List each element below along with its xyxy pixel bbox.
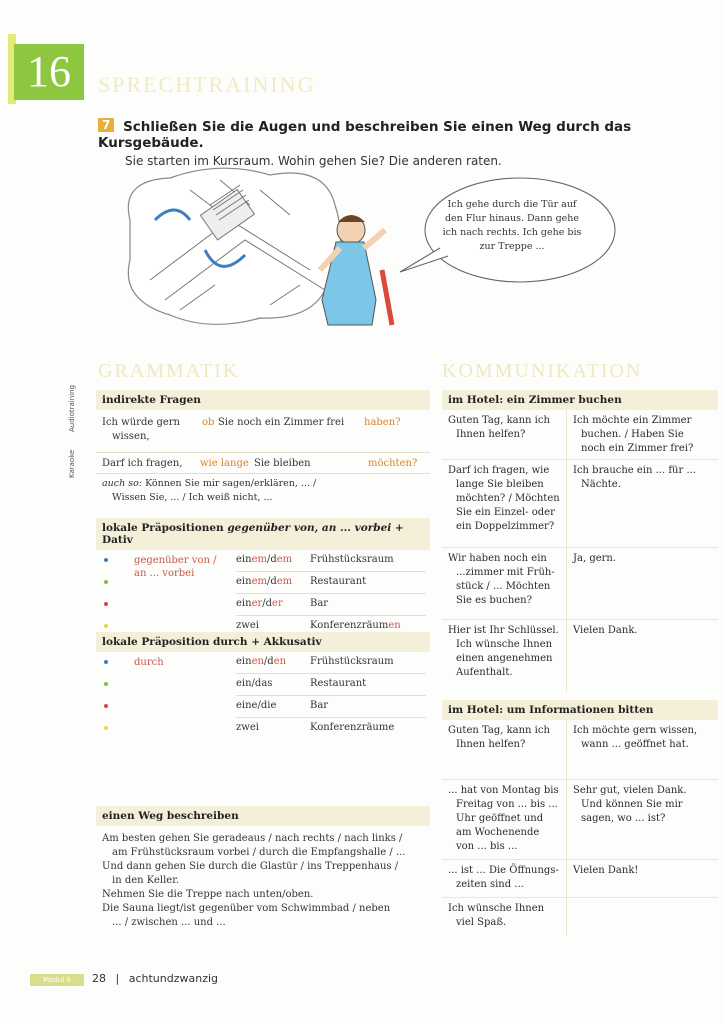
task-instruction: Schließen Sie die Augen und beschreiben Sie einen Weg durch das Kursgebäude. [98,119,632,151]
art: ein [236,576,252,587]
noun-end: en [388,620,401,631]
panel-title [96,518,430,550]
noun: Bar [310,598,329,609]
table-row [236,718,426,740]
art: /d [262,598,273,609]
dialog-question: ... hat von Montag bis Freitag von ... bis ... Uhr geöffnet und am Wochenende von ... bis ... [448,785,559,852]
dialog-answer: Ich möchte ein Zimmer buchen. / Haben Sie noch ein Zimmer frei? [566,410,712,459]
panel-informationen-bitten [442,700,718,936]
dialog-row [442,720,718,780]
panel-lokal-akkusativ [96,632,430,742]
text-line: Und dann gehen Sie durch die Glastür / ins Treppenhaus / [102,861,399,872]
table-row [236,696,426,718]
art-end: er [272,598,283,609]
dialog-row [442,620,718,692]
note-text: Können Sie mir sagen/erklären, ... / [145,478,317,489]
dialog-row [442,780,718,860]
article: zwei [236,620,259,631]
highlight: ob [202,417,215,428]
preposition-label [134,554,234,580]
art-end: er [251,598,263,609]
art-end: em [251,554,267,565]
page-footer [0,968,725,992]
page-word: achtundzwanzig [128,972,219,985]
text-line: Die Sauna liegt/ist gegenüber vom Schwimmbad / neben [102,903,391,914]
text: Sie bleiben [254,458,311,469]
article [236,575,310,593]
module-tab: Modul 6 [30,974,84,986]
side-audio-label [66,372,78,482]
page-number [92,972,218,985]
task-subinstruction: Sie starten im Kursraum. Wohin gehen Sie? Die anderen raten. [125,154,502,168]
noun-stem: Konferenzräum [310,620,389,631]
text-line: am Frühstücksraum vorbei / durch die Empfangshalle / ... [112,847,406,858]
noun: Frühstücksraum [310,656,394,667]
red-dot-icon [104,602,108,606]
panel-zimmer-buchen [442,390,718,692]
bubble-line: Ich gehe durch die Tür auf [447,199,577,210]
dialog-question: Hier ist Ihr Schlüssel. Ich wünsche Ihnen einen angenehmen Aufenthalt. [448,625,559,678]
text-line: Nehmen Sie die Treppe nach unten/oben. [102,889,314,900]
text-line: ... / zwischen ... und ... [112,917,226,928]
note-text: Wissen Sie, ... / Ich weiß nicht, ... [112,492,273,503]
dialog-row [442,860,718,898]
article: zwei [236,722,259,733]
art-end: en [251,656,264,667]
dialog-answer: Sehr gut, vielen Dank. Und können Sie mir sagen, wo ... ist? [566,780,712,859]
dialog-answer: Ja, gern. [566,548,712,619]
yellow-dot-icon [104,624,108,628]
noun: Restaurant [310,678,367,689]
dialog-answer: Ich möchte gern wissen, wann ... geöffnet hat. [566,720,712,779]
table-row [236,594,426,616]
blue-dot-icon [104,558,108,562]
title-part: lokale Präpositionen [102,522,224,534]
article: ein/das [236,678,273,689]
dialog-question: Ich wünsche Ihnen viel Spaß. [448,903,545,928]
highlight: möchten? [368,458,418,469]
section-title: SPRECHTRAINING [98,72,316,97]
text: wissen, [112,431,150,442]
grammatik-heading: GRAMMATIK [98,360,240,382]
text-line: in den Keller. [112,875,180,886]
article [236,655,310,673]
panel-indirekte-fragen [96,390,430,511]
noun: Konferenzräume [310,722,395,733]
table-row [236,550,426,572]
speech-bubble-text [432,198,592,254]
text: Sie noch ein Zimmer frei [218,417,345,428]
text-line: Am besten gehen Sie geradeaus / nach rechts / nach links / [102,833,403,844]
dialog-question: Guten Tag, kann ich Ihnen helfen? [448,725,550,750]
text: Darf ich fragen, [102,458,183,469]
bubble-line: zur Treppe ... [479,241,545,252]
dialog-answer: Ich brauche ein ... für ... Nächte. [566,460,712,547]
dialog-question: ... ist ... Die Öffnungs-zeiten sind ... [448,865,559,890]
bubble-line: den Flur hinaus. Dann gehe [444,213,580,224]
panel-lokal-dativ [96,518,430,636]
dialog-question: Darf ich fragen, wie lange Sie bleiben möchten? / Möchten Sie ein Einzel- oder ein Doppelzimmer? [448,465,560,532]
dialog-row [442,898,718,936]
noun: Frühstücksraum [310,554,394,565]
preposition-label: durch [134,657,164,668]
blue-dot-icon [104,660,108,664]
highlight: wie lange [200,458,249,469]
green-dot-icon [104,682,108,686]
dialog-answer [566,898,712,936]
table-row [236,572,426,594]
article: eine/die [236,700,277,711]
separator: | [115,972,120,985]
panel-title: lokale Präposition durch + Akkusativ [96,632,430,652]
task-number: 7 [98,118,114,132]
bubble-line: ich nach rechts. Ich gehe bis [442,227,582,238]
art-end: em [276,576,293,587]
dialog-row [442,460,718,548]
table-row [236,652,426,674]
panel-weg-beschreiben [96,806,430,934]
panel-title: einen Weg beschreiben [96,806,430,826]
yellow-dot-icon [104,726,108,730]
art: ein [236,598,252,609]
note-label: auch so: [102,478,143,489]
art: /d [266,576,277,587]
article [236,553,310,571]
panel-title: indirekte Fragen [96,390,430,410]
side-karaoke: Karaoke [68,449,76,478]
prep-line: an ... vorbei [134,568,195,579]
chapter-number: 16 [14,44,84,100]
prep-line: gegenüber von / [134,555,217,566]
panel-title: im Hotel: um Informationen bitten [442,700,718,720]
green-dot-icon [104,580,108,584]
red-dot-icon [104,704,108,708]
page-num: 28 [92,972,106,985]
art-end: em [251,576,267,587]
art: ein [236,554,252,565]
noun: Bar [310,700,329,711]
dialog-answer: Vielen Dank! [566,860,712,897]
art: /d [266,554,277,565]
kommunikation-heading: KOMMUNIKATION [442,360,643,382]
art: /d [263,656,274,667]
dialog-question: Wir haben noch ein ...zimmer mit Früh-stück / ... Möchten Sie es buchen? [448,553,555,606]
dialog-row [442,548,718,620]
table-row [236,674,426,696]
noun: Restaurant [310,576,367,587]
title-part: gegenüber von, an ... vorbei [227,522,392,534]
article [236,597,310,615]
highlight: haben? [364,417,401,428]
text: Ich würde gern [102,417,180,428]
side-audiotraining: Audiotraining [68,384,76,432]
dialog-question: Guten Tag, kann ich Ihnen helfen? [448,415,550,440]
art-end: en [273,656,287,667]
panel-title: im Hotel: ein Zimmer buchen [442,390,718,410]
dialog-row [442,410,718,460]
art: ein [236,656,252,667]
dialog-answer: Vielen Dank. [566,620,712,692]
art-end: em [276,554,293,565]
title-part: + Dativ [102,522,404,546]
